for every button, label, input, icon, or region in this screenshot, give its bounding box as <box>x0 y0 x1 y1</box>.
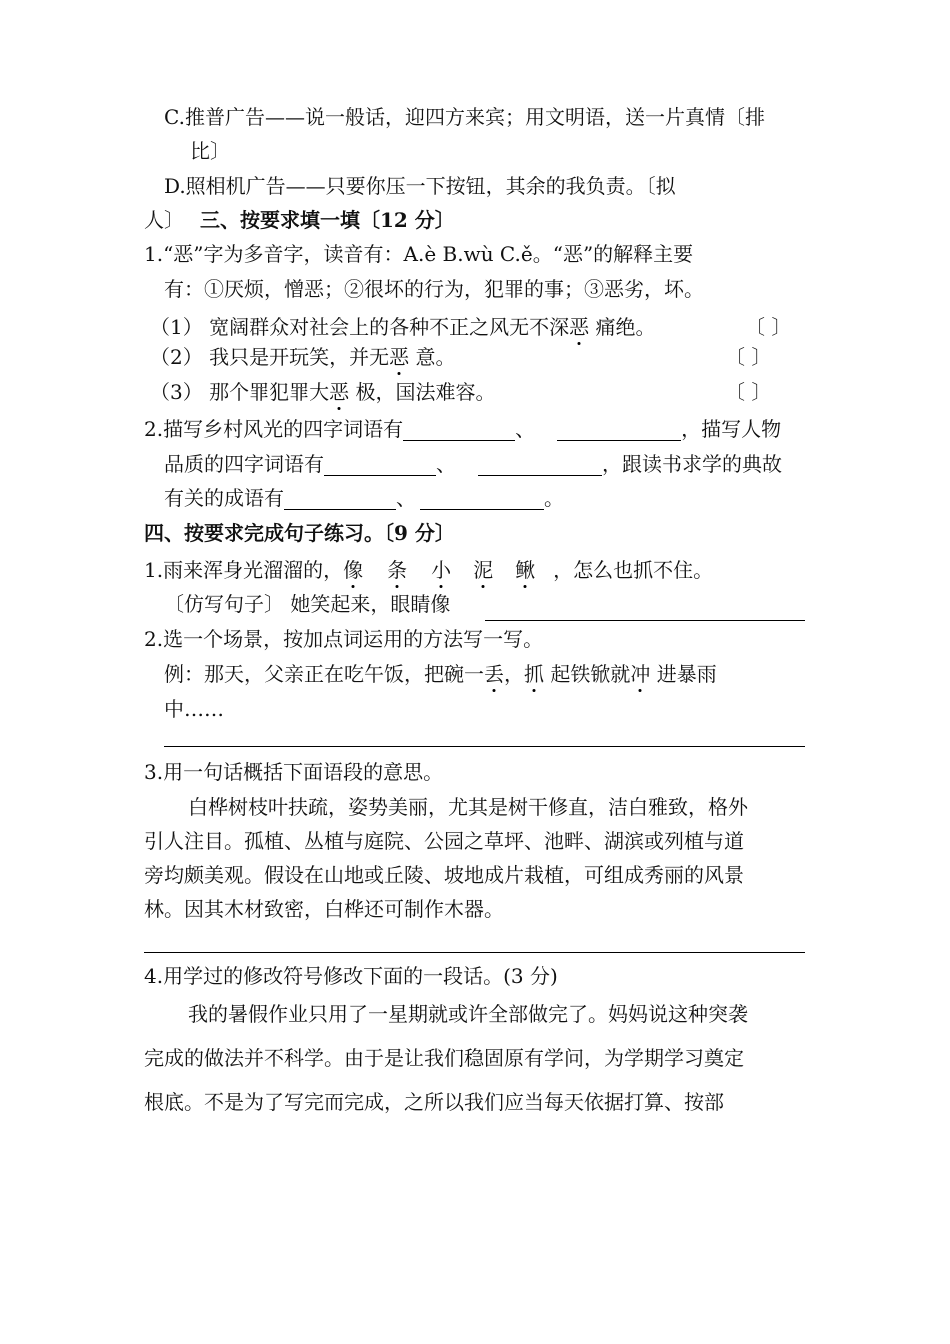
s3-q2-line1: 2.描写乡村风光的四字词语有 、 ，描写人物 <box>144 417 782 441</box>
answer-blank[interactable] <box>324 453 436 476</box>
answer-line[interactable] <box>164 746 805 747</box>
s4-q4-line: 4.用学过的修改符号修改下面的一段话。(3 分) <box>144 964 558 988</box>
answer-blank[interactable] <box>284 487 396 510</box>
answer-blank[interactable] <box>557 418 681 441</box>
s4-q4-para-2: 完成的做法并不科学。由于是让我们稳固原有学问，为学期学习奠定 <box>144 1046 744 1070</box>
s4-q4-para-3: 根底。不是为了写完而完成，之所以我们应当每天依据打算、按部 <box>144 1090 724 1114</box>
s4-q2-example: 例：那天，父亲正在吃午饭，把碗一丢，抓 起铁锨就冲 进暴雨 <box>164 662 717 686</box>
s4-q3-para-4: 林。因其木材致密，白桦还可制作木器。 <box>144 897 504 921</box>
s3-q1-item-1: （1） 宽阔群众对社会上的各种不正之风无不深恶 痛绝。 <box>150 315 656 339</box>
s4-q1-prompt: 〔仿写句子〕 她笑起来，眼睛像 <box>164 592 451 616</box>
s4-q3-line: 3.用一句话概括下面语段的意思。 <box>144 760 444 784</box>
s3-q1-item-3: （3） 那个罪犯罪大恶 极，国法难容。 <box>150 380 496 404</box>
s4-q3-para-1: 白桦树枝叶扶疏，姿势美丽，尤其是树干修直，洁白雅致，格外 <box>188 795 748 819</box>
s4-q3-para-2: 引人注目。孤植、丛植与庭院、公园之草坪、池畔、湖滨或列植与道 <box>144 829 744 853</box>
s4-q3-para-3: 旁均颇美观。假设在山地或丘陵、坡地成片栽植，可组成秀丽的风景 <box>144 863 744 887</box>
s3-q1-item-2: （2） 我只是开玩笑，并无恶 意。 <box>150 345 456 369</box>
answer-line[interactable] <box>144 952 805 953</box>
answer-blank[interactable] <box>403 418 515 441</box>
answer-bracket-2[interactable]: 〔 〕 <box>725 345 772 369</box>
answer-blank[interactable] <box>478 453 602 476</box>
section3-heading: 三、按要求填一填〔12 分〕 <box>200 208 455 232</box>
s4-q2-line: 2.选一个场景，按加点词运用的方法写一写。 <box>144 627 544 651</box>
option-c-line2: 比〕 <box>190 139 230 163</box>
s3-q2-line3: 有关的成语有 、 。 <box>164 486 564 510</box>
s3-q1-line2: 有：①厌烦，憎恶；②很坏的行为，犯罪的事；③恶劣，坏。 <box>164 277 704 301</box>
option-d-line2: 人〕 <box>144 208 184 232</box>
answer-bracket-1[interactable]: 〔 〕 <box>745 315 792 339</box>
section4-heading: 四、按要求完成句子练习。〔9 分〕 <box>144 521 455 545</box>
s3-q2-line2: 品质的四字词语有 、 ，跟读书求学的典故 <box>164 452 782 476</box>
option-c-line1: C.推普广告——说一般话，迎四方来宾；用文明语，送一片真情〔排 <box>164 105 765 129</box>
answer-blank[interactable] <box>420 487 544 510</box>
answer-bracket-3[interactable]: 〔 〕 <box>725 380 772 404</box>
s4-q4-para-1: 我的暑假作业只用了一星期就或许全部做完了。妈妈说这种突袭 <box>188 1002 748 1026</box>
s4-q2-example-end: 中…… <box>164 697 224 721</box>
option-d-line1: D.照相机广告——只要你压一下按钮，其余的我负责。〔拟 <box>164 174 676 198</box>
s3-q1-line1: 1.“恶”字为多音字，读音有：A.è B.wù C.ě。“恶”的解释主要 <box>144 242 694 266</box>
s4-q1-line: 1.雨来浑身光溜溜的，像 条 小 泥 鳅 ，怎么也抓不住。 <box>144 558 714 582</box>
answer-line[interactable] <box>485 620 805 621</box>
